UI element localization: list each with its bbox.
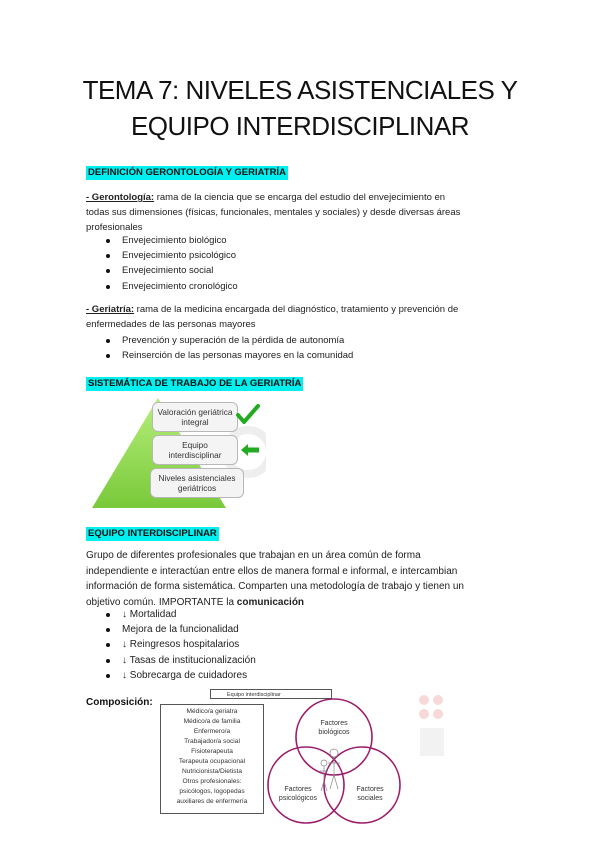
section-heading-sistematica: SISTEMÁTICA DE TRABAJO DE LA GERIATRÍA	[88, 378, 302, 389]
circle-psicologicos	[268, 747, 344, 823]
diagram-header: Equipo interdisciplinar	[210, 689, 332, 699]
list-item: ↓ Sobrecarga de cuidadores	[104, 668, 256, 683]
equipo-bullets	[104, 607, 256, 683]
gerontologia-text-1: rama de la ciencia que se encarga del estudio del envejecimiento en	[154, 192, 446, 203]
geriatria-text-1: rama de la medicina encargada del diagnóstico, tratamiento y prevención de	[134, 304, 459, 315]
label-sociales-2: sociales	[357, 795, 383, 802]
pyramid-box-text: Equipo	[182, 440, 208, 450]
label-sociales-1: Factores	[356, 786, 384, 793]
pyramid-box-text: integral	[181, 417, 209, 427]
professional-item: Enfermero/a	[193, 728, 231, 735]
professional-item: Médico/a geriatra	[186, 708, 238, 715]
equipo-paragraph	[86, 548, 516, 610]
venn-diagram	[262, 695, 412, 845]
professional-item: auxiliares de enfermería	[176, 798, 248, 805]
list-item: ↓ Reingresos hospitalarios	[104, 637, 256, 652]
professional-item: Otros profesionales:	[182, 778, 242, 785]
list-item: Envejecimiento cronológico	[104, 279, 238, 294]
arrow-left-icon	[240, 443, 260, 457]
professional-item: Médico/a de familia	[183, 718, 241, 725]
professional-item: Nutricionista/Dietista	[181, 768, 243, 775]
pyramid-box-equipo	[152, 435, 238, 465]
checkmark-icon	[236, 404, 260, 426]
equipo-text-1: Grupo de diferentes profesionales que trabajan en un área común de forma	[86, 550, 421, 561]
list-item: ↓ Tasas de institucionalización	[104, 653, 256, 668]
geriatria-bullets	[104, 333, 353, 363]
composicion-label: Composición:	[86, 697, 153, 708]
title-line-1: TEMA 7: NIVELES ASISTENCIALES Y	[82, 75, 518, 105]
gerontologia-text-2: todas sus dimensiones (físicas, funcionales, mentales y sociales) y desde diversas áreas	[86, 207, 461, 218]
gerontologia-term: - Gerontología:	[86, 192, 155, 203]
gerontologia-text-3: profesionales	[86, 222, 143, 233]
label-biologicos-1: Factores	[320, 720, 348, 727]
equipo-text-3: información de forma sistemática. Comparten una metodología de trabajo y tienen un	[86, 581, 464, 592]
pyramid-box-text: geriátricos	[177, 483, 217, 493]
geriatria-text-2: enfermedades de las personas mayores	[86, 319, 256, 330]
section-heading-definicion: DEFINICIÓN GERONTOLOGÍA Y GERIATRÍA	[88, 167, 286, 178]
equipo-text-4: objetivo común. IMPORTANTE la	[86, 596, 237, 608]
list-item: Envejecimiento social	[104, 263, 238, 278]
list-item: ↓ Mortalidad	[104, 607, 256, 622]
list-item: Reinserción de las personas mayores en la comunidad	[104, 348, 353, 363]
pyramid-box-niveles	[150, 468, 244, 498]
pyramid-box-valoracion	[152, 402, 238, 432]
label-psicologicos-2: psicológicos	[278, 795, 318, 802]
professional-item: psicólogos, logopedas	[179, 788, 245, 795]
equipo-text-2: independiente e interactúan entre ellos de manera formal e informal, e intercambian	[86, 565, 458, 577]
title-line-2: EQUIPO INTERDISCIPLINAR	[130, 111, 470, 141]
circle-sociales	[324, 747, 400, 823]
professional-item: Terapeuta ocupacional	[178, 758, 246, 765]
section-heading-equipo: EQUIPO INTERDISCIPLINAR	[88, 528, 217, 539]
label-psicologicos-1: Factores	[284, 786, 312, 793]
comunicacion-emphasis: comunicación	[236, 596, 305, 608]
list-item: Envejecimiento psicológico	[104, 248, 238, 263]
professional-item: Fisioterapeuta	[191, 748, 233, 755]
professional-item: Trabajador/a social	[184, 738, 240, 745]
pyramid-box-text: Niveles asistenciales	[158, 473, 236, 483]
page-title	[40, 72, 560, 144]
pyramid-box-text: Valoración geriátrica	[157, 407, 233, 417]
list-item: Prevención y superación de la pérdida de autonomía	[104, 333, 353, 348]
pyramid-box-text: interdisciplinar	[168, 450, 222, 460]
geriatria-paragraph	[86, 302, 526, 332]
gerontologia-bullets	[104, 233, 238, 294]
gerontologia-paragraph	[86, 190, 526, 235]
list-item: Mejora de la funcionalidad	[104, 622, 256, 637]
geriatria-term: - Geriatría:	[86, 304, 135, 315]
watermark-dots	[412, 690, 452, 760]
label-biologicos-2: biológicos	[318, 729, 350, 736]
list-item: Envejecimiento biológico	[104, 233, 238, 248]
professionals-list	[160, 704, 264, 814]
